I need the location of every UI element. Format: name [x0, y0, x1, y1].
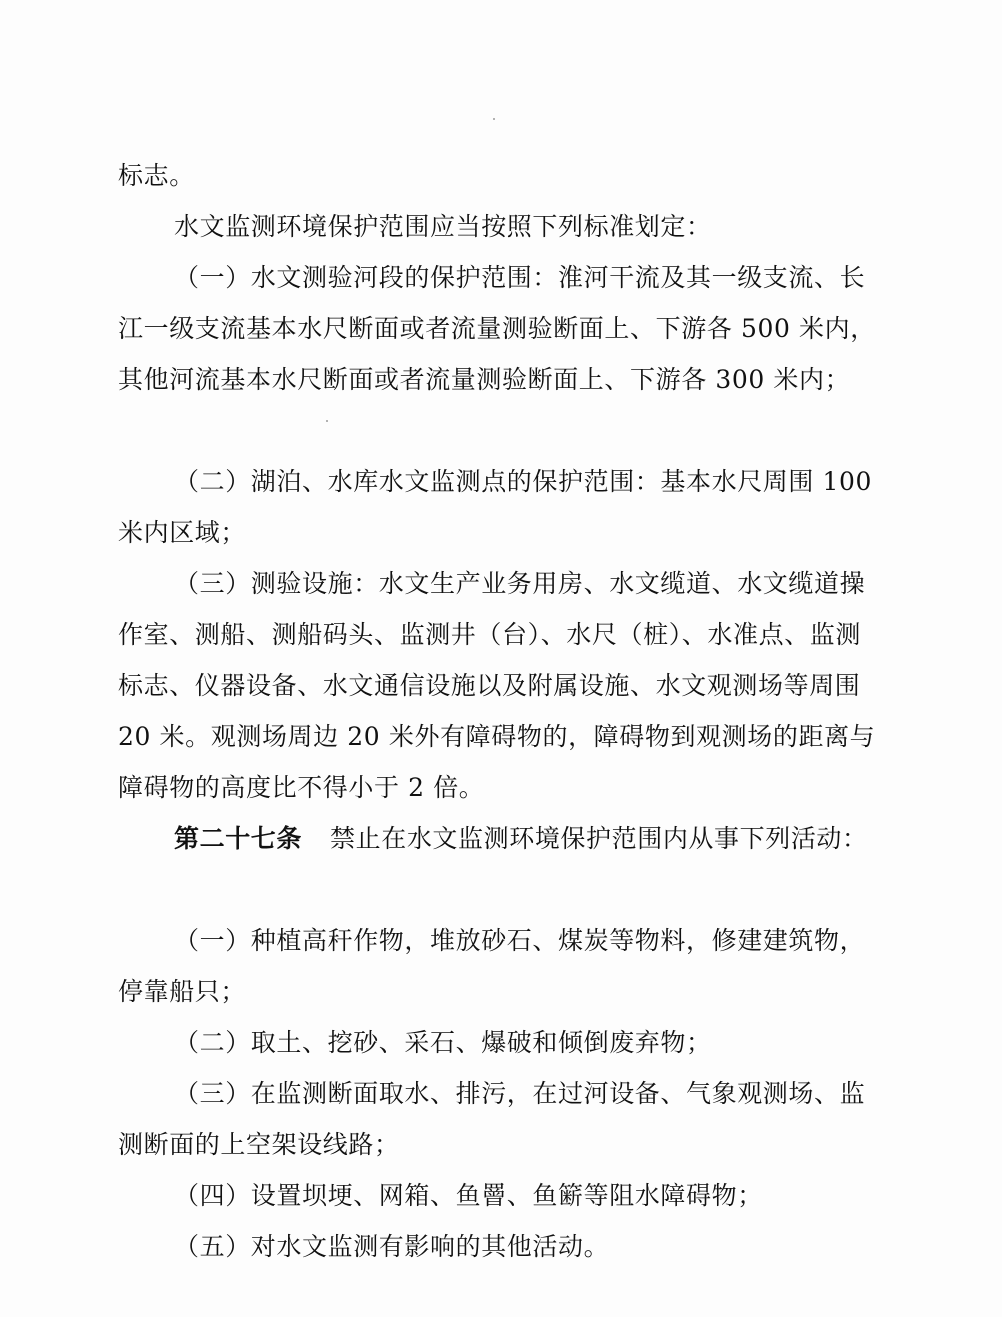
paragraph-6: [118, 813, 884, 864]
paragraph-3-text: （一）水文测验河段的保护范围：淮河干流及其一级支流、长江一级支流基本水尺断面或者流量测验断面上、下游各 500 米内，其他河流基本水尺断面或者流量测验断面上、下游各 300 米内；: [118, 263, 876, 394]
paragraph-1: [118, 150, 884, 201]
paragraph-11-text: （五）对水文监测有影响的其他活动。: [174, 1232, 610, 1261]
article-heading: 第二十七条: [174, 824, 303, 853]
paragraph-3: [118, 252, 884, 405]
paragraph-6-text: 禁止在水文监测环境保护范围内从事下列活动：: [330, 824, 868, 853]
paragraph-11: [118, 1221, 884, 1272]
paragraph-2-text: 水文监测环境保护范围应当按照下列标准划定：: [174, 212, 712, 241]
paragraph-7: [118, 915, 884, 1017]
paragraph-5-text: （三）测验设施：水文生产业务用房、水文缆道、水文缆道操作室、测船、测船码头、监测井（台）、水尺（桩）、水准点、监测标志、仪器设备、水文通信设施以及附属设施、水文观测场等周围 20 米。观测场周边 20 米外有障碍物的，障碍物到观测场的距离与障碍物的高度比不得小于 2 倍。: [118, 569, 876, 802]
paragraph-4: [118, 456, 884, 558]
paragraph-1-text: 标志。: [118, 161, 195, 190]
paragraph-10: [118, 1170, 884, 1221]
paragraph-9-text: （三）在监测断面取水、排污，在过河设备、气象观测场、监测断面的上空架设线路；: [118, 1079, 866, 1159]
paragraph-4-text: （二）湖泊、水库水文监测点的保护范围：基本水尺周围 100 米内区域；: [118, 467, 873, 547]
paragraph-10-text: （四）设置坝埂、网箱、鱼罾、鱼簖等阻水障碍物；: [174, 1181, 763, 1210]
paragraph-7-text: （一）种植高秆作物，堆放砂石、煤炭等物料，修建建筑物，停靠船只；: [118, 926, 866, 1006]
paragraph-5: [118, 558, 884, 813]
scan-speck: [493, 118, 495, 120]
scan-speck: [326, 420, 328, 422]
paragraph-9: [118, 1068, 884, 1170]
paragraph-2: [118, 201, 884, 252]
paragraph-8: [118, 1017, 884, 1068]
paragraph-8-text: （二）取土、挖砂、采石、爆破和倾倒废弃物；: [174, 1028, 712, 1057]
